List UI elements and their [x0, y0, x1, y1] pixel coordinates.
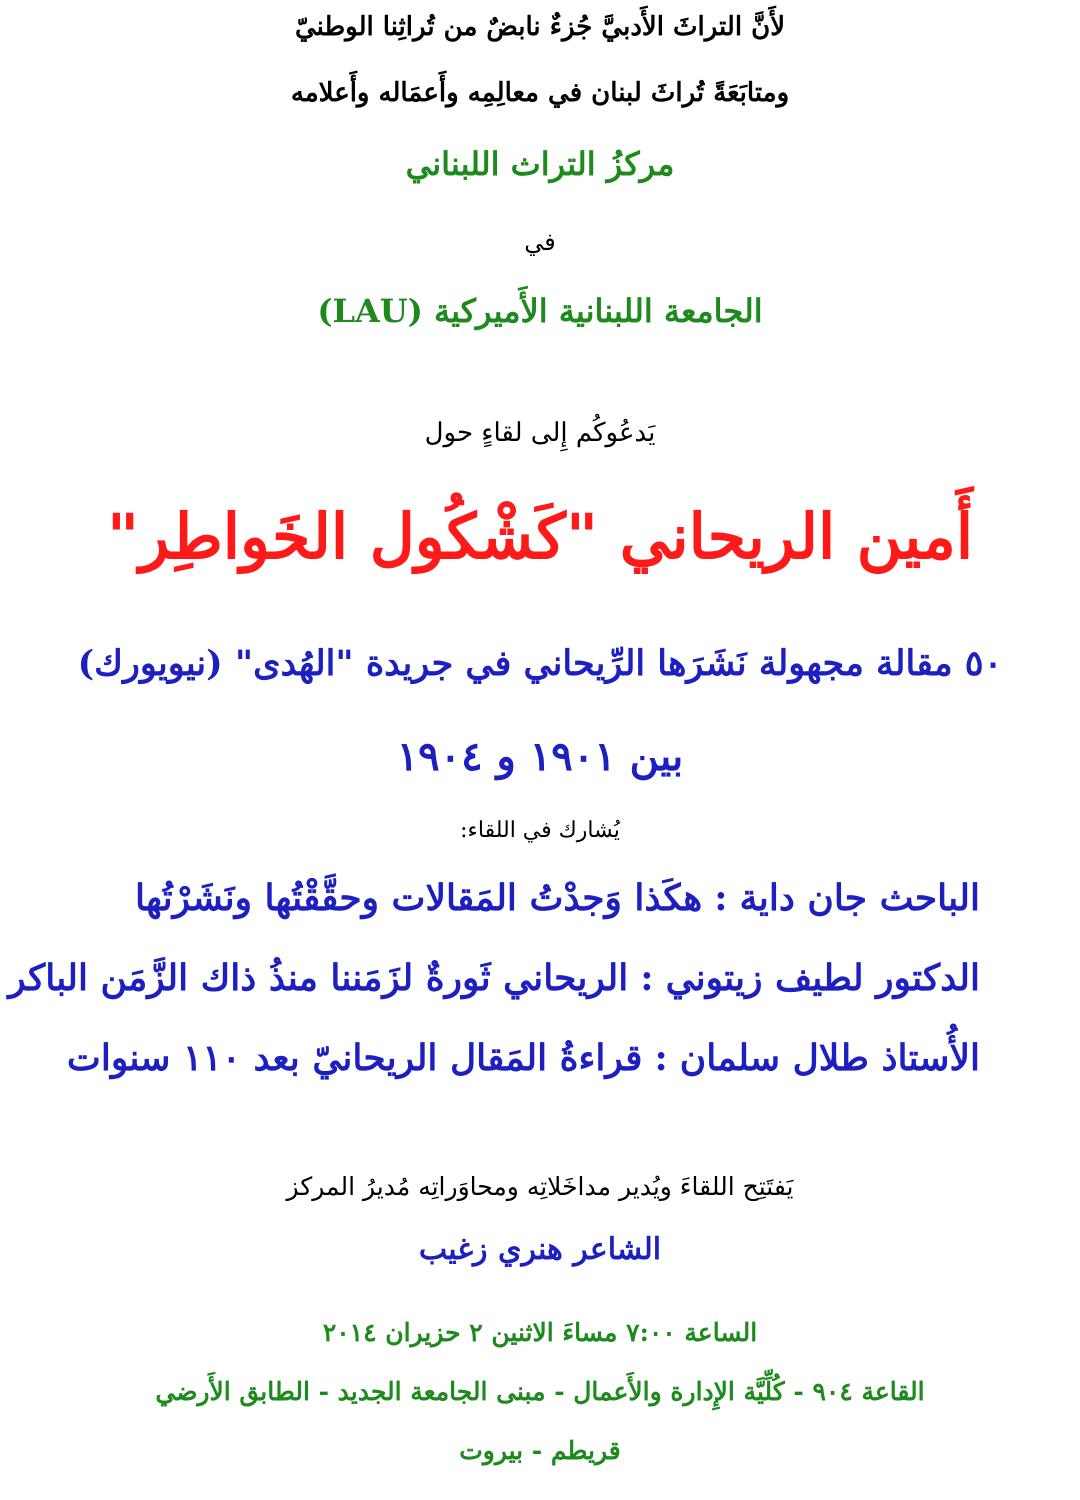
- moderator-name: الشاعر هنري زغيب: [418, 1232, 662, 1267]
- participant-row: [20, 868, 980, 948]
- participant-separator: :: [714, 877, 728, 919]
- participants-list: [8, 868, 980, 1108]
- participants-header: يُشارك في اللقاء:: [460, 818, 620, 843]
- participant-name: الباحث جان داية: [739, 877, 980, 919]
- subtitle-line-1: ٥٠ مقالة مجهولة نَشَرَها الرِّيحاني في جريدة "الهُدى" (نيويورك): [77, 643, 1003, 684]
- participant-row: [8, 948, 980, 1028]
- center-name: مركزُ التراث اللبناني: [405, 145, 675, 183]
- participant-name: الأُستاذ طلال سلمان: [679, 1037, 980, 1079]
- invitation-text: يَدعُوكُم إِلى لقاءٍ حول: [424, 418, 656, 448]
- subtitle-line-2: بين ١٩٠١ و ١٩٠٤: [396, 733, 684, 780]
- participant-topic: قراءةُ المَقال الريحانيّ بعد ١١٠ سنوات: [66, 1037, 643, 1079]
- participant-separator: :: [640, 957, 654, 999]
- event-place: القاعة ٩٠٤ - كُلِّيَّة الإِدارة والأَعمال - مبنى الجامعة الجديد - الطابق الأَرضي: [155, 1377, 925, 1406]
- participant-topic: هكَذا وَجدْتُ المَقالات وحقَّقْتُها ونَشَرْتُها: [135, 877, 703, 919]
- moderator-intro: يَفتَتِح اللقاءَ ويُدير مداخَلاتِه ومحاوَراتِه مُديرُ المركز: [286, 1172, 794, 1201]
- event-title: أَمين الريحاني "كَشْكُول الخَواطِر": [106, 500, 974, 573]
- participant-separator: :: [654, 1037, 668, 1079]
- intro-line-1: لأَنَّ التراثَ الأَدبيَّ جُزءٌ نابضٌ من تُراثِنا الوطنيّ: [294, 12, 786, 42]
- participant-row: [20, 1028, 980, 1108]
- intro-line-2: ومتابَعَةً تُراثَ لبنان في معالِمِه وأَعمَاله وأَعلامه: [290, 78, 790, 108]
- participant-name: الدكتور لطيف زيتوني: [665, 957, 980, 999]
- participant-topic: الريحاني ثَورةٌ لزَمَننا منذُ ذاك الزَّمَن الباكر: [8, 957, 629, 999]
- event-time: الساعة ٧:٠٠ مساءَ الاثنين ٢ حزيران ٢٠١٤: [322, 1318, 758, 1347]
- event-city: قريطم - بيروت: [459, 1436, 621, 1465]
- in-word: في: [524, 228, 556, 256]
- university-name: الجامعة اللبنانية الأَميركية (LAU): [317, 292, 763, 330]
